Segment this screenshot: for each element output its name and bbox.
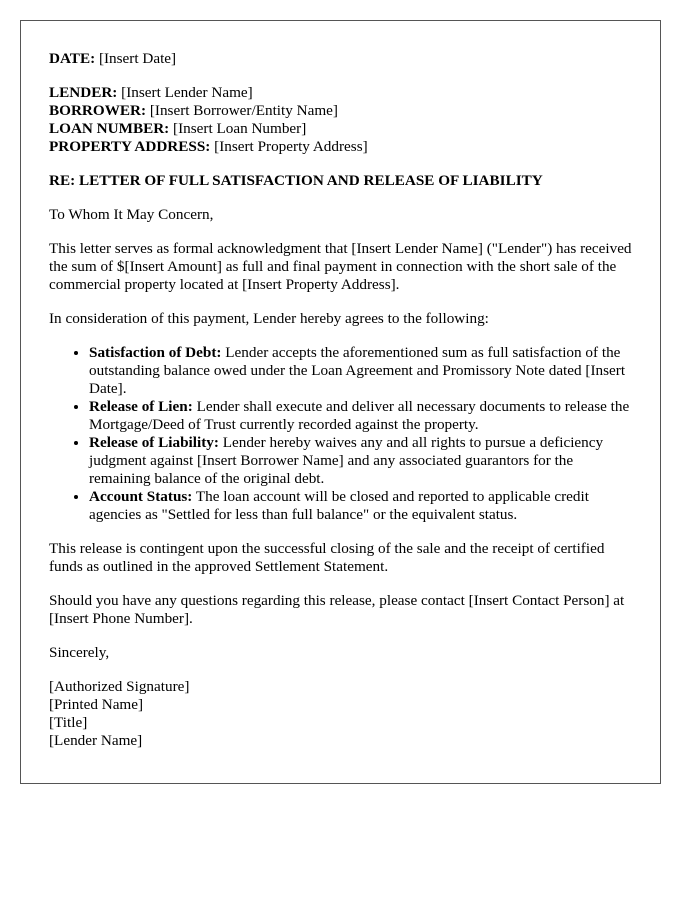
loan-number-line — [49, 120, 632, 138]
printed-name: [Printed Name] — [49, 696, 144, 713]
term-text: Lender hereby waives any and all rights to pursue a deficiency judgment against [Insert Borrower Name] and any associated guarantors for the remaining balance of the original debt. — [89, 434, 604, 487]
intro-paragraph: This letter serves as formal acknowledgment that [Insert Lender Name] ("Lender") has received the sum of $[Insert Amount] as full and final payment in connection with the short sale of the commercial property located at [Insert Property Address]. — [49, 240, 632, 293]
term-text: Lender shall execute and deliver all necessary documents to release the Mortgage/Deed of Trust currently recorded against the property. — [89, 398, 630, 433]
contingency-paragraph: This release is contingent upon the successful closing of the sale and the receipt of certified funds as outlined in the approved Settlement Statement. — [49, 540, 605, 575]
date-value: [Insert Date] — [95, 50, 177, 67]
borrower-label: BORROWER: — [49, 102, 147, 119]
lender-label: LENDER: — [49, 84, 118, 101]
term-text: The loan account will be closed and reported to applicable credit agencies as "Settled for less than full balance" or the equivalent status. — [89, 488, 589, 523]
term-account-status — [89, 488, 632, 524]
lender-line — [49, 84, 632, 102]
term-title: Satisfaction of Debt: — [89, 344, 222, 361]
authorized-signature: [Authorized Signature] — [49, 678, 190, 695]
term-title: Account Status: — [89, 488, 193, 505]
term-satisfaction-of-debt — [89, 344, 632, 398]
letter-document — [20, 20, 661, 784]
signer-title: [Title] — [49, 714, 88, 731]
date-block — [49, 50, 632, 68]
property-address-value: [Insert Property Address] — [210, 138, 368, 155]
parties-block — [49, 84, 632, 156]
borrower-value: [Insert Borrower/Entity Name] — [146, 102, 338, 119]
term-title: Release of Lien: — [89, 398, 193, 415]
term-release-of-liability — [89, 434, 632, 488]
closing: Sincerely, — [49, 644, 110, 661]
term-title: Release of Liability: — [89, 434, 219, 451]
signature-block — [49, 678, 632, 750]
borrower-line — [49, 102, 632, 120]
loan-number-label: LOAN NUMBER: — [49, 120, 170, 137]
consideration-paragraph: In consideration of this payment, Lender hereby agrees to the following: — [49, 310, 489, 327]
property-address-line — [49, 138, 632, 156]
lender-name: [Lender Name] — [49, 732, 143, 749]
terms-list — [49, 344, 632, 524]
lender-value: [Insert Lender Name] — [117, 84, 253, 101]
term-text: Lender accepts the aforementioned sum as full satisfaction of the outstanding balance owed under the Loan Agreement and Promissory Note dated [Insert Date]. — [89, 344, 626, 397]
term-release-of-lien — [89, 398, 632, 434]
date-line — [49, 50, 632, 68]
salutation: To Whom It May Concern, — [49, 206, 214, 223]
date-label: DATE: — [49, 50, 96, 67]
subject-line: RE: LETTER OF FULL SATISFACTION AND RELEASE OF LIABILITY — [49, 172, 543, 189]
questions-paragraph: Should you have any questions regarding this release, please contact [Insert Contact Person] at [Insert Phone Number]. — [49, 592, 625, 627]
loan-number-value: [Insert Loan Number] — [169, 120, 307, 137]
property-address-label: PROPERTY ADDRESS: — [49, 138, 211, 155]
